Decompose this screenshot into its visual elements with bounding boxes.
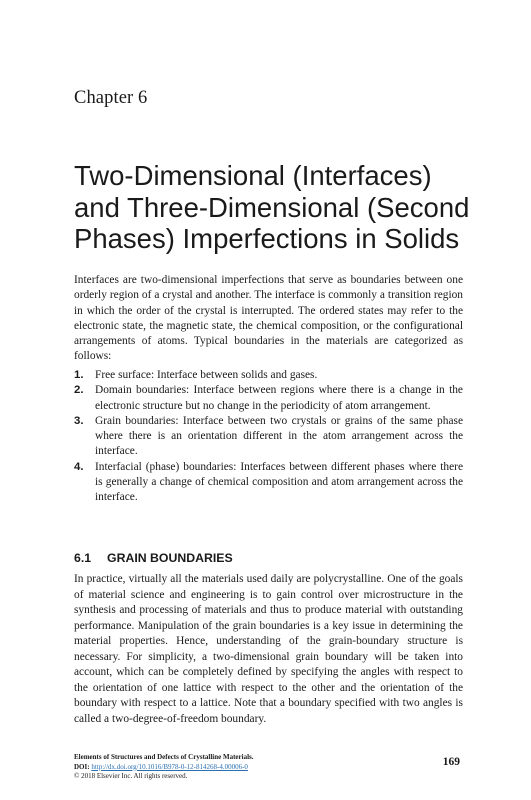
list-item-text: Interfacial (phase) boundaries: Interfaces between different phases where there is generally a change of chemical composition and atom arrangement across the interface. bbox=[95, 460, 463, 504]
chapter-title bbox=[74, 160, 494, 255]
list-item-text: Free surface: Interface between solids and gases. bbox=[95, 369, 318, 381]
doi-line bbox=[74, 763, 463, 773]
list-item-text: Domain boundaries: Interface between regions where there is a change in the electronic structure but no change in the periodicity of atom arrangement. bbox=[95, 384, 463, 412]
list-item-number: 1. bbox=[74, 369, 84, 381]
book-citation: Elements of Structures and Defects of Crystalline Materials. bbox=[74, 753, 254, 761]
list-item-text: Grain boundaries: Interface between two crystals or grains of the same phase where there is an orientation different in the atom arrangement across the interface. bbox=[95, 414, 463, 458]
list-item bbox=[74, 414, 463, 460]
section-number: 6.1 bbox=[74, 551, 92, 565]
doi-link[interactable]: http://dx.doi.org/10.1016/B978-0-12-814268-4.00006-0 bbox=[91, 762, 248, 771]
list-item-number: 4. bbox=[74, 460, 84, 473]
section-title: GRAIN BOUNDARIES bbox=[107, 551, 233, 565]
page-number: 169 bbox=[442, 756, 460, 768]
chapter-title-line: Two-Dimensional (Interfaces) bbox=[74, 160, 432, 191]
chapter-label: Chapter 6 bbox=[74, 88, 148, 108]
page-footer bbox=[74, 753, 463, 782]
chapter-title-line: and Three-Dimensional (Second bbox=[74, 191, 470, 223]
boundary-type-list bbox=[74, 368, 463, 506]
copyright-notice: © 2018 Elsevier Inc. All rights reserved. bbox=[74, 772, 188, 781]
section-paragraph: In practice, virtually all the materials used daily are polycrystalline. One of the goals of material science and engineering is to gain control over microstructure in the synthesis and processing of materials and thus to produce material with outstanding performance. Manipulation of the grain boundaries is a key issue in determining the material properties. Hence, understanding of the grain-boundary structure is necessary. For simplicity, a two-dimensional grain boundary will be taken into account, which can be completely defined by specifying the angles with respect to the orientation of one lattice with respect to the other and the orientation of the boundary with respect to a lattice. Note that a boundary specified with two angles is called a two-degree-of-freedom boundary. bbox=[74, 573, 463, 725]
section-heading bbox=[74, 551, 233, 565]
chapter-title-line: Phases) Imperfections in Solids bbox=[74, 223, 460, 254]
list-item bbox=[74, 368, 463, 383]
intro-paragraph: Interfaces are two-dimensional imperfections that serve as boundaries between one orderly region of a crystal and another. The interface is commonly a transition region in which the order of the crystal is interrupted. The ordered states may refer to the electronic state, the magnetic state, the chemical composition, or the configurational arrangements of atoms. Typical boundaries in the materials are categorized as follows: bbox=[74, 274, 463, 363]
list-item bbox=[74, 460, 463, 506]
list-item bbox=[74, 383, 463, 414]
list-item-number: 3. bbox=[74, 414, 84, 427]
doi-label: DOI: bbox=[74, 762, 90, 771]
list-item-number: 2. bbox=[74, 384, 84, 397]
